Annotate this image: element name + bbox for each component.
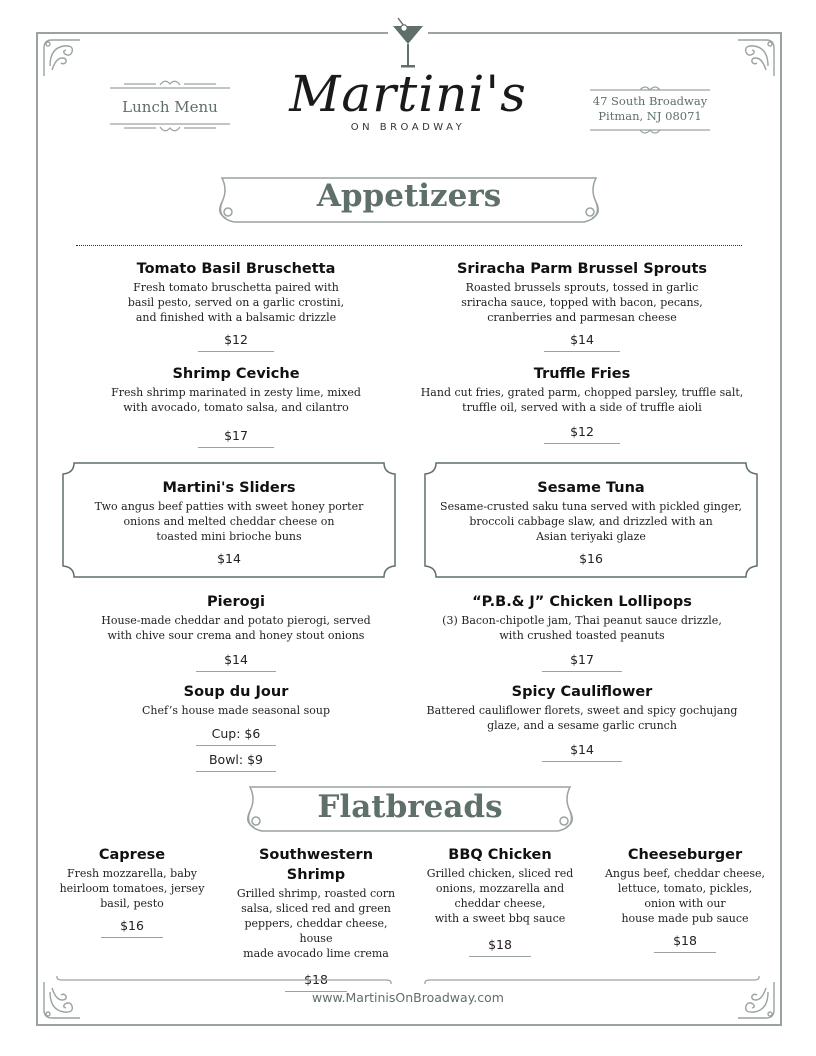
item-description — [228, 886, 404, 961]
desc-line: Two angus beef patties with sweet honey porter — [94, 500, 364, 513]
address-line-2: Pitman, NJ 08071 — [598, 109, 702, 123]
item-price: $16 — [101, 918, 163, 938]
item-description — [90, 703, 382, 718]
desc-line: basil, pesto — [100, 897, 164, 910]
desc-line: house made pub sauce — [621, 912, 749, 925]
desc-line: Hand cut fries, grated parm, chopped parsley, truffle salt, — [420, 386, 744, 399]
item-description — [90, 613, 382, 643]
desc-line: basil pesto, served on a garlic crostini, — [127, 296, 345, 309]
menu-item — [228, 845, 404, 992]
desc-line: heirloom tomatoes, jersey — [59, 882, 205, 895]
desc-line: Grilled shrimp, roasted corn — [236, 887, 396, 900]
desc-line: Battered cauliflower florets, sweet and spicy gochujang — [426, 704, 738, 717]
desc-line: broccoli cabbage slaw, and drizzled with an — [469, 515, 713, 528]
bottom-rule-left — [54, 974, 394, 986]
item-price-cup: Cup: $6 — [196, 726, 276, 746]
desc-line: Roasted brussels sprouts, tossed in garlic — [465, 281, 699, 294]
flatbreads-banner — [240, 783, 580, 839]
item-title: Southwestern Shrimp — [258, 847, 374, 883]
desc-line: toasted mini brioche buns — [156, 530, 302, 543]
item-title: Soup du Jour — [183, 684, 289, 700]
corner-flourish-icon — [734, 36, 778, 80]
item-description — [420, 703, 744, 733]
featured-item-box — [424, 462, 758, 576]
desc-line: made avocado lime crema — [243, 947, 389, 960]
dotted-divider — [76, 245, 742, 246]
item-title: Tomato Basil Bruschetta — [136, 261, 336, 277]
item-title: Cheeseburger — [627, 847, 743, 863]
menu-item — [420, 682, 744, 762]
ornament-rule-icon — [110, 78, 230, 90]
item-price: $14 — [196, 652, 276, 672]
lunch-menu-tag — [110, 78, 230, 136]
lunch-menu-label: Lunch Menu — [122, 98, 218, 116]
desc-line: Angus beef, cheddar cheese, — [604, 867, 766, 880]
desc-line: cranberries and parmesan cheese — [487, 311, 677, 324]
desc-line: Fresh shrimp marinated in zesty lime, mixed — [111, 386, 361, 399]
item-description — [420, 385, 744, 415]
desc-line: onion with our — [644, 897, 726, 910]
desc-line: glaze, and a sesame garlic crunch — [487, 719, 677, 732]
menu-item — [62, 478, 396, 567]
item-price: $14 — [217, 551, 241, 566]
item-title: Truffle Fries — [533, 366, 631, 382]
item-price: $16 — [579, 551, 603, 566]
flatbreads-heading: Flatbreads — [317, 789, 503, 825]
menu-item — [420, 592, 744, 672]
desc-line: Sesame-crusted saku tuna served with pickled ginger, — [440, 500, 742, 513]
item-title: Pierogi — [207, 594, 265, 610]
item-price: $14 — [544, 332, 620, 352]
item-price: $17 — [198, 428, 274, 448]
item-description — [424, 499, 758, 544]
desc-line: salsa, sliced red and green — [241, 902, 391, 915]
corner-flourish-icon — [40, 36, 84, 80]
desc-line: Grilled chicken, sliced red — [426, 867, 574, 880]
desc-line: Chef’s house made seasonal soup — [141, 704, 331, 717]
menu-item — [56, 845, 208, 938]
item-price-bowl: Bowl: $9 — [196, 752, 276, 772]
item-title: Martini's Sliders — [162, 480, 296, 496]
menu-item — [600, 845, 770, 953]
desc-line: sriracha sauce, topped with bacon, pecans, — [461, 296, 703, 309]
item-price: $18 — [654, 933, 716, 953]
item-description — [90, 385, 382, 415]
item-description — [600, 866, 770, 926]
menu-item — [420, 364, 744, 444]
ornament-rule-icon — [110, 122, 230, 134]
website-link[interactable]: www.MartinisOnBroadway.com — [312, 990, 504, 1005]
menu-item — [90, 364, 382, 448]
item-price: $17 — [542, 652, 622, 672]
item-price: $18 — [285, 972, 347, 992]
menu-item — [420, 259, 744, 352]
desc-line: with crushed toasted peanuts — [499, 629, 665, 642]
menu-item — [424, 478, 758, 567]
desc-line: (3) Bacon-chipotle jam, Thai peanut sauce drizzle, — [442, 614, 722, 627]
logo-name: Martini's — [289, 65, 527, 123]
desc-line: lettuce, tomato, pickles, — [617, 882, 753, 895]
item-title: “P.B.& J” Chicken Lollipops — [472, 594, 692, 610]
item-price: $12 — [198, 332, 274, 352]
desc-line: House-made cheddar and potato pierogi, served — [101, 614, 371, 627]
address-tag — [590, 84, 710, 142]
desc-line: onions, mozzarella and — [435, 882, 565, 895]
ornament-rule-icon — [590, 124, 710, 136]
item-description — [420, 613, 744, 643]
desc-line: peppers, cheddar cheese, house — [244, 917, 388, 945]
menu-item — [424, 845, 576, 957]
address-line-1: 47 South Broadway — [592, 94, 708, 108]
item-description — [56, 866, 208, 911]
menu-item — [90, 592, 382, 672]
item-price: $14 — [542, 742, 622, 762]
desc-line: onions and melted cheddar cheese on — [123, 515, 335, 528]
item-title: Spicy Cauliflower — [511, 684, 653, 700]
menu-item — [90, 259, 382, 352]
desc-line: Fresh tomato bruschetta paired with — [133, 281, 339, 294]
item-title: Caprese — [98, 847, 166, 863]
item-price: $12 — [544, 424, 620, 444]
desc-line: cheddar cheese, — [454, 897, 546, 910]
item-price: $18 — [469, 937, 531, 957]
appetizers-banner — [212, 174, 606, 230]
desc-line: with chive sour crema and honey stout onions — [107, 629, 365, 642]
desc-line: with a sweet bbq sauce — [434, 912, 566, 925]
item-title: Sesame Tuna — [537, 480, 645, 496]
desc-line: Fresh mozzarella, baby — [66, 867, 198, 880]
featured-item-box — [62, 462, 396, 576]
logo — [270, 64, 546, 133]
logo-subtitle: ON BROADWAY — [350, 122, 466, 133]
menu-item — [90, 682, 382, 772]
desc-line: with avocado, tomato salsa, and cilantro — [123, 401, 349, 414]
desc-line: truffle oil, served with a side of truffle aioli — [462, 401, 702, 414]
item-description — [424, 866, 576, 926]
item-title: Shrimp Ceviche — [172, 366, 300, 382]
desc-line: and finished with a balsamic drizzle — [135, 311, 337, 324]
bottom-rule-right — [422, 974, 762, 986]
ornament-rule-icon — [422, 974, 762, 986]
item-description — [420, 280, 744, 325]
item-title: Sriracha Parm Brussel Sprouts — [456, 261, 708, 277]
ornament-rule-icon — [54, 974, 394, 986]
item-description — [62, 499, 396, 544]
item-description — [90, 280, 382, 325]
appetizers-heading: Appetizers — [316, 178, 502, 214]
item-title: BBQ Chicken — [448, 847, 552, 863]
desc-line: Asian teriyaki glaze — [536, 530, 646, 543]
